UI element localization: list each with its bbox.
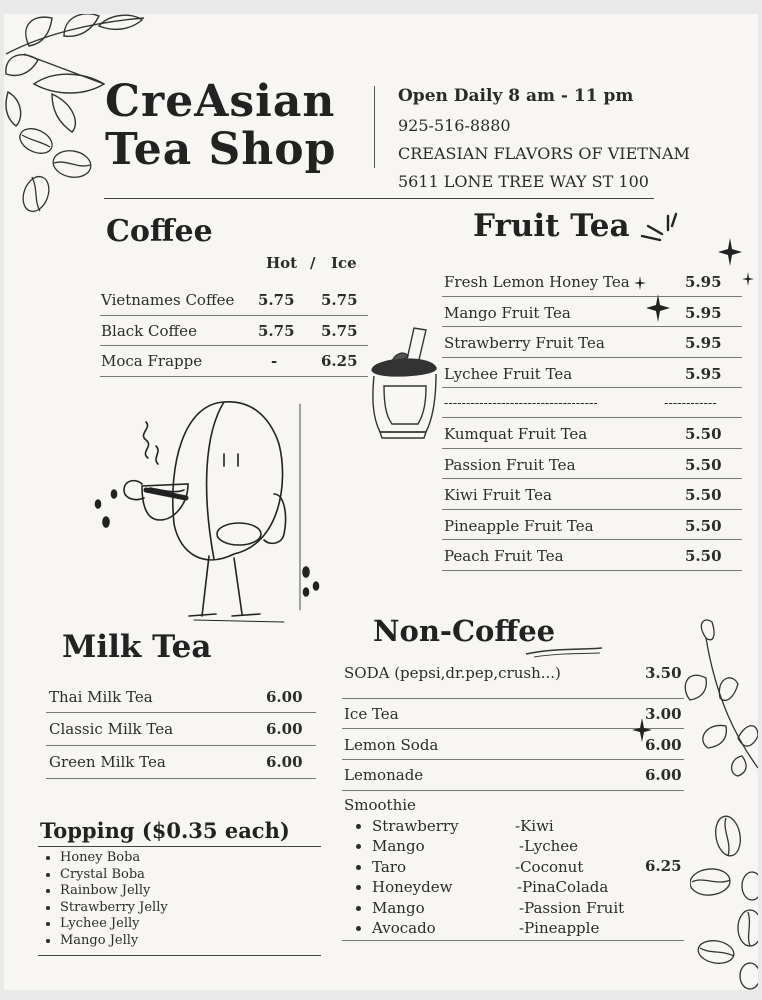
non-coffee-item-name: Ice Tea — [344, 705, 399, 723]
shop-name-line1: CreAsian — [105, 76, 336, 127]
coffee-bean-character-icon — [84, 394, 324, 624]
smoothie-flavor: -Passion Fruit — [519, 898, 625, 917]
milk-tea-item-name: Green Milk Tea — [49, 753, 166, 771]
coffee-item-hot: 5.75 — [258, 291, 295, 309]
coffee-bean-icon — [14, 119, 104, 219]
coffee-section-title: Coffee — [106, 214, 213, 249]
fruit-tea-item-price: 5.50 — [685, 425, 722, 443]
row-divider — [100, 315, 368, 316]
topping-item: • Lychee Jelly — [60, 916, 168, 933]
coffee-item-name: Black Coffee — [101, 322, 197, 340]
non-coffee-item-price: 6.00 — [645, 736, 682, 754]
smoothie-flavor: • Strawberry — [372, 816, 459, 836]
row-divider — [100, 345, 368, 346]
row-divider — [442, 417, 742, 418]
fruit-tea-separator-right: ------------ — [664, 396, 717, 411]
milk-tea-item-price: 6.00 — [266, 753, 303, 771]
sparkle-icon — [742, 272, 754, 286]
topping-item: • Mango Jelly — [60, 933, 168, 950]
shop-name-line2: Tea Shop — [105, 124, 337, 175]
fruit-tea-cup-icon — [364, 324, 444, 439]
milk-tea-item-price: 6.00 — [266, 688, 303, 706]
smoothie-flavor: -Pineapple — [519, 919, 600, 938]
fruit-tea-section-title: Fruit Tea — [473, 208, 630, 244]
topping-list — [40, 850, 168, 950]
coffee-col-ice: Ice — [331, 254, 357, 272]
fruit-tea-item-price: 5.95 — [685, 273, 722, 291]
topping-bottom-line — [38, 955, 321, 956]
milk-tea-item-name: Classic Milk Tea — [49, 720, 174, 738]
fruit-tea-item-price: 5.95 — [685, 304, 722, 322]
row-divider — [46, 778, 316, 779]
fruit-tea-item-price: 5.50 — [685, 547, 722, 565]
row-divider — [442, 296, 742, 297]
row-divider — [442, 478, 742, 479]
coffee-col-sep: / — [310, 254, 316, 272]
fruit-tea-item-name: Lychee Fruit Tea — [444, 365, 573, 383]
non-coffee-item-name: Lemonade — [344, 766, 424, 784]
smoothie-flavor: -Lychee — [519, 837, 579, 856]
row-divider — [442, 570, 742, 571]
fruit-tea-item-name: Mango Fruit Tea — [444, 304, 571, 322]
sparkle-icon — [634, 276, 646, 290]
row-divider — [342, 940, 684, 941]
leaf-branch-icon — [676, 618, 758, 778]
sparkle-icon — [646, 294, 670, 322]
smoothie-flavor: • Mango — [372, 898, 459, 918]
milk-tea-item-name: Thai Milk Tea — [49, 688, 153, 706]
row-divider — [46, 745, 316, 746]
smoothie-flavor: • Honeydew — [372, 877, 459, 897]
non-coffee-item-price: 6.00 — [645, 766, 682, 784]
smoothie-flavor: • Mango — [372, 836, 459, 856]
header-divider — [374, 86, 375, 168]
smoothie-flavor: • Avocado — [372, 918, 459, 938]
row-divider — [342, 698, 684, 699]
fruit-tea-item-name: Passion Fruit Tea — [444, 456, 576, 474]
topping-underline — [38, 846, 321, 847]
row-divider — [442, 448, 742, 449]
row-divider — [46, 712, 316, 713]
row-divider — [342, 759, 684, 760]
fruit-tea-item-price: 5.50 — [685, 486, 722, 504]
coffee-col-hot: Hot — [266, 254, 298, 272]
row-divider — [442, 387, 742, 388]
coffee-item-hot: - — [271, 352, 278, 370]
fruit-tea-item-name: Pineapple Fruit Tea — [444, 517, 594, 535]
phone-number: 925-516-8880 — [398, 116, 511, 135]
row-divider — [342, 790, 684, 791]
fruit-tea-item-price: 5.50 — [685, 456, 722, 474]
address: 5611 LONE TREE WAY ST 100 — [398, 172, 649, 191]
fruit-tea-item-price: 5.95 — [685, 365, 722, 383]
fruit-tea-item-name: Strawberry Fruit Tea — [444, 334, 605, 352]
row-divider — [100, 376, 368, 377]
topping-item: • Crystal Boba — [60, 867, 168, 884]
coffee-item-ice: 6.25 — [321, 352, 358, 370]
non-coffee-item-name: SODA (pepsi,dr.pep,crush...) — [344, 664, 561, 682]
non-coffee-item-price: 3.50 — [645, 664, 682, 682]
non-coffee-item-name: Lemon Soda — [344, 736, 439, 754]
smoothie-flavor: -PinaColada — [517, 878, 609, 897]
coffee-item-name: Moca Frappe — [101, 352, 203, 370]
underline-swoosh-icon — [524, 644, 604, 660]
coffee-item-hot: 5.75 — [258, 322, 295, 340]
smoothie-label: Smoothie — [344, 796, 416, 814]
milk-tea-item-price: 6.00 — [266, 720, 303, 738]
topping-item: • Honey Boba — [60, 850, 168, 867]
topping-section-title: Topping ($0.35 each) — [40, 818, 290, 843]
smoothie-flavor: -Kiwi — [515, 817, 554, 835]
topping-item: • Strawberry Jelly — [60, 900, 168, 917]
row-divider — [442, 539, 742, 540]
fruit-tea-item-name: Peach Fruit Tea — [444, 547, 564, 565]
coffee-item-name: Vietnames Coffee — [101, 291, 235, 309]
fruit-tea-item-name: Kiwi Fruit Tea — [444, 486, 552, 504]
menu-page — [4, 14, 758, 990]
coffee-bean-icon — [690, 814, 758, 990]
coffee-item-ice: 5.75 — [321, 322, 358, 340]
fruit-tea-item-name: Kumquat Fruit Tea — [444, 425, 588, 443]
row-divider — [442, 509, 742, 510]
sparkle-icon — [718, 238, 742, 266]
header-underline — [104, 198, 654, 199]
fruit-tea-item-name: Fresh Lemon Honey Tea — [444, 273, 630, 291]
coffee-item-ice: 5.75 — [321, 291, 358, 309]
milk-tea-section-title: Milk Tea — [62, 629, 212, 665]
smoothie-flavor: • Taro — [372, 857, 459, 877]
tagline: CREASIAN FLAVORS OF VIETNAM — [398, 144, 690, 163]
sparkle-icon — [634, 210, 684, 250]
fruit-tea-item-price: 5.95 — [685, 334, 722, 352]
fruit-tea-separator-left: ----------------------------------- — [444, 396, 598, 411]
smoothie-price: 6.25 — [645, 857, 682, 875]
topping-item: • Rainbow Jelly — [60, 883, 168, 900]
row-divider — [442, 357, 742, 358]
smoothie-left-list — [350, 816, 459, 938]
non-coffee-item-price: 3.00 — [645, 705, 682, 723]
smoothie-right-list — [515, 816, 624, 938]
opening-hours: Open Daily 8 am - 11 pm — [398, 86, 634, 106]
smoothie-flavor: -Coconut — [515, 857, 584, 876]
non-coffee-section-title: Non-Coffee — [373, 614, 556, 648]
fruit-tea-item-price: 5.50 — [685, 517, 722, 535]
row-divider — [442, 326, 742, 327]
